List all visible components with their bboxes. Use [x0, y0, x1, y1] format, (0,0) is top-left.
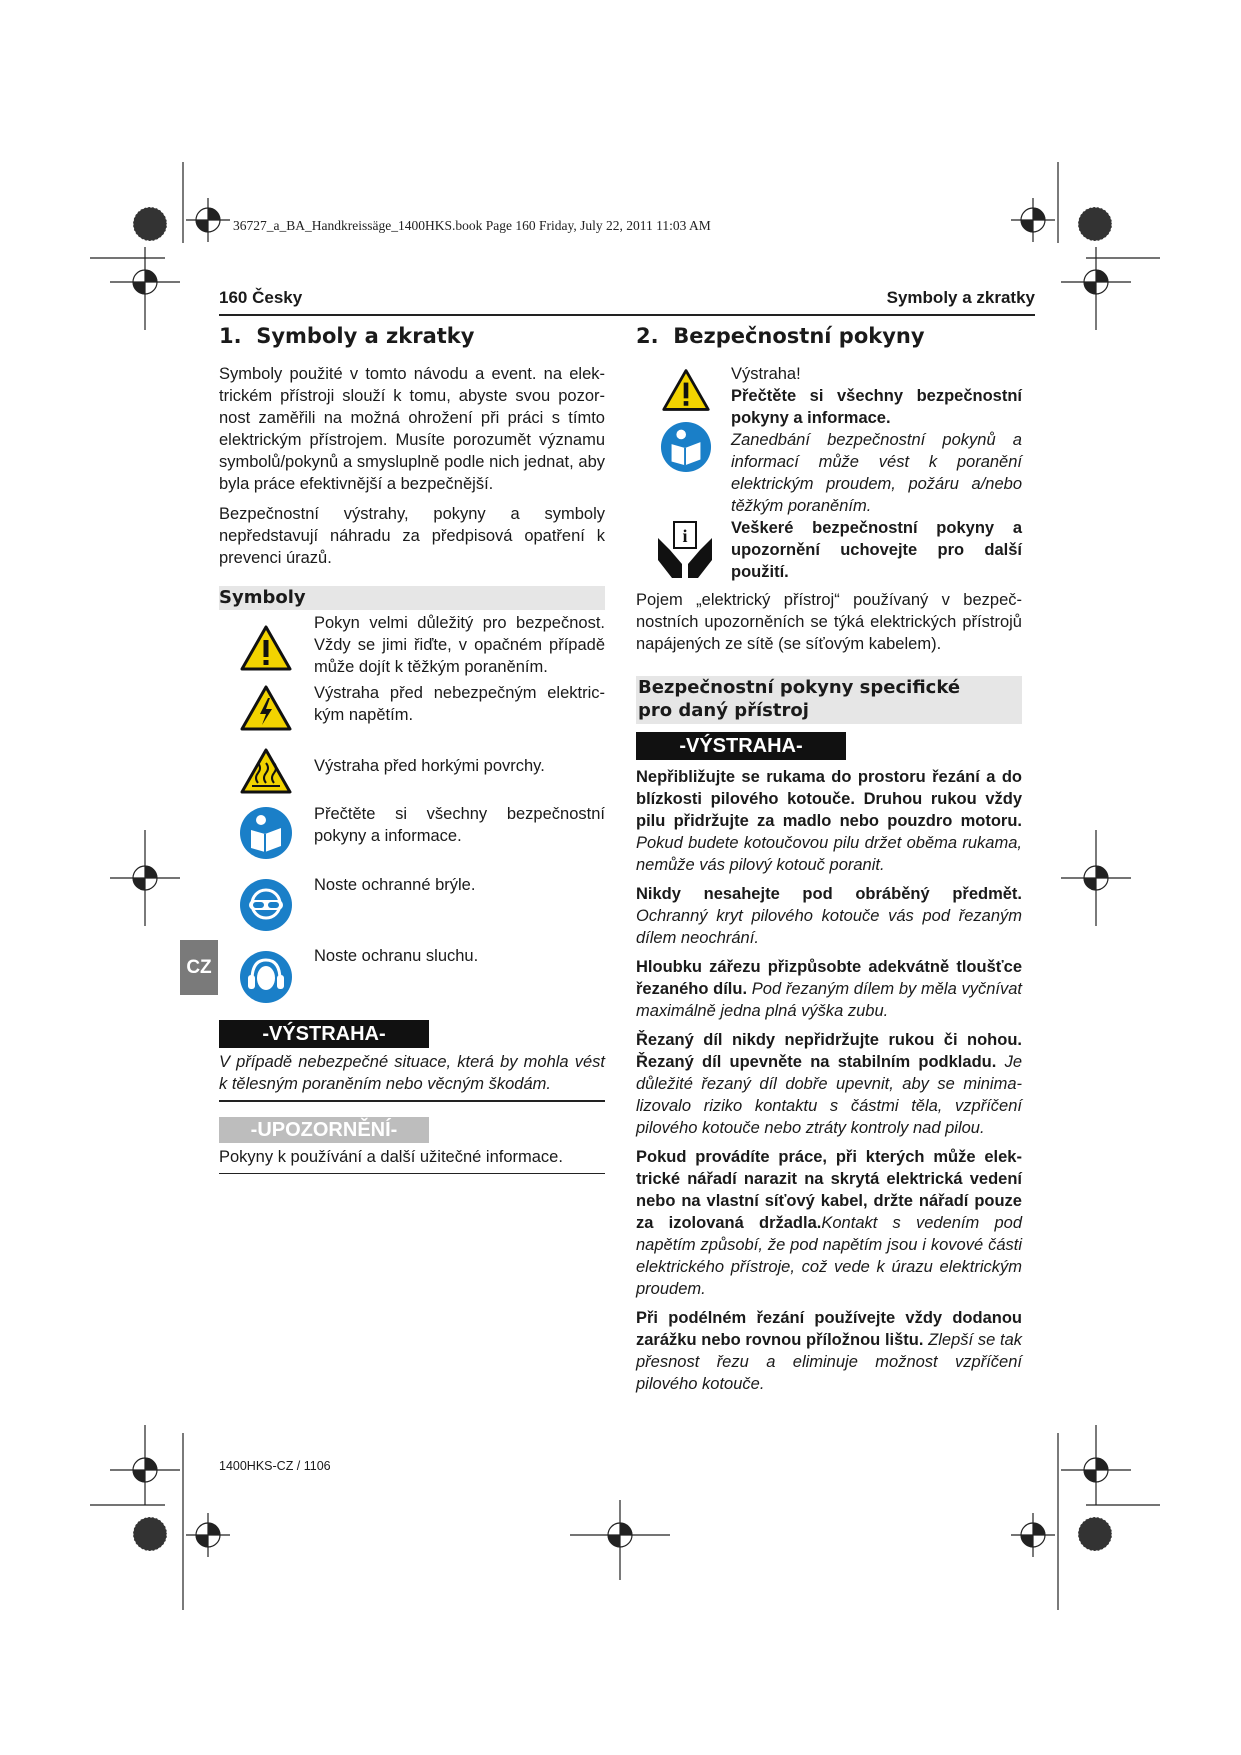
- left-column: [219, 325, 605, 1174]
- warn-title: Výstraha!: [731, 365, 801, 383]
- read-manual-icon: [239, 806, 293, 860]
- note-text: Pokyny k používání a další užitečné informace.: [219, 1147, 563, 1166]
- right-column: [636, 325, 1022, 1402]
- header-left: 160 Česky: [219, 288, 303, 307]
- warning-label: -VÝSTRAHA-: [219, 1020, 429, 1048]
- warn-bold: Přečtěte si všechny bezpečnostní pokyny a informace.: [731, 387, 1022, 427]
- symbols-list: [219, 610, 605, 1020]
- warning-triangle-icon: [239, 624, 293, 672]
- read-manual-icon: [660, 421, 712, 473]
- warn-italic: Zanedbání bezpečnostní pokynů a informací může vést k poranění elektrickým proudem, požáru a/nebo těžkým poraněním.: [731, 431, 1022, 515]
- warning-text: V případě nebezpečné situace, která by mohla vést k tělesným poraněním nebo věcným škodám.: [219, 1053, 605, 1093]
- list-item: Při podélném řezání používejte vždy dodanou zarážku nebo rovnou příložnou lištu. Zlepší se tak přesnost řezu a eliminuje možnost vzpříčení pilového kotouče.: [636, 1309, 1022, 1393]
- term-text: Pojem „elektrický přístroj“ používaný v bezpečnostních upozorněních se týká elektrických přístrojů napájených ze sítě (se síťovým kabelem).: [636, 591, 1022, 653]
- svg-text:i: i: [682, 526, 688, 546]
- symbol-text: Výstraha před horkými povrchy.: [314, 757, 545, 775]
- symbol-text: Výstraha před nebezpečným elektrickým napětím.: [314, 684, 605, 724]
- electric-hazard-icon: [239, 684, 293, 732]
- warning-rule: [219, 1100, 605, 1102]
- keep-instructions-icon: [654, 520, 716, 582]
- print-info: 36727_a_BA_Handkreissäge_1400HKS.book Page 160 Friday, July 22, 2011 11:03 AM: [233, 218, 711, 233]
- list-item: Nepřibližujte se rukama do prostoru řezání a do blízkosti pilového kotouče. Druhou rukou vždy pilu přidržujte za madlo nebo pouzdro motoru. Pokud budete kotoučovou pilu držet oběma rukama, nemůže vás pilový kotouč poranit.: [636, 768, 1022, 874]
- list-item: Nikdy nesahejte pod obráběný předmět. Ochranný kryt pilového kotouče vás pod řezaným dílem neochrání.: [636, 885, 1022, 947]
- specific-items: [636, 766, 1022, 1395]
- safety-goggles-icon: [239, 878, 293, 932]
- specific-heading: [636, 676, 1022, 724]
- ear-protection-icon: [239, 950, 293, 1004]
- symbol-text: Noste ochranu sluchu.: [314, 947, 479, 965]
- section1-title: Symboly a zkratky: [256, 324, 475, 348]
- header-right: Symboly a zkratky: [886, 288, 1035, 307]
- keep-instructions: Veškeré bezpečnostní pokyny a upozornění uchovejte pro další použití.: [731, 519, 1022, 581]
- section1-intro-1: Symboly použité v tomto návodu a event. na elektrickém přístroji slouží k tomu, abyste svou pozornost zaměřili na možná ohrožení při práci s tímto elektrickým přístrojem. Musíte porozumět významu symbolů/pokynů a smysluplně podle nich jednat, aby byla práce efektivnější a bezpečnější.: [219, 365, 605, 493]
- list-item: Pokud provádíte práce, při kterých může elektrické nářadí narazit na skrytá elektrická vedení nebo na vlastní síťový kabel, držte nářadí pouze za izolovaná držadla.Kontakt s vedením pod napětím způsobí, že pod napětím jsou i kovové části elektrického přístroje, což vede k úrazu elektrickým proudem.: [636, 1148, 1022, 1298]
- section1-heading: [219, 325, 605, 347]
- note-label: -UPOZORNĚNÍ-: [219, 1117, 429, 1143]
- symbol-text: Přečtěte si všechny bezpečnostní pokyny a informace.: [314, 805, 605, 845]
- hot-surface-icon: [239, 747, 293, 795]
- note-rule: [219, 1173, 605, 1175]
- symbol-text: Noste ochranné brýle.: [314, 876, 476, 894]
- specific-heading-line-2: pro daný přístroj: [638, 700, 809, 721]
- general-warning-text: [731, 363, 1022, 583]
- section1-intro-2: Bezpečnostní výstrahy, pokyny a symboly nepředstavují náhradu za předpisová opatření k prevenci úrazů.: [219, 505, 605, 567]
- list-item: Hloubku zářezu přizpůsobte adekvátně tloušťce řezaného dílu. Pod řezaným dílem by měla vyčnívat maximálně jedna plná výška zubu.: [636, 958, 1022, 1020]
- section2-heading: [636, 325, 1022, 347]
- header-rule: [219, 314, 1035, 316]
- section1-number: 1.: [219, 324, 242, 348]
- specific-heading-line-1: Bezpečnostní pokyny specifické: [638, 677, 961, 698]
- footer-code: 1400HKS-CZ / 1106: [219, 1459, 331, 1473]
- section2-number: 2.: [636, 324, 659, 348]
- symbols-heading: Symboly: [219, 586, 605, 610]
- symbol-text: Pokyn velmi důležitý pro bezpečnost. Vždy se jimi řiďte, v opačném případě může dojít k těžkým poraněním.: [314, 614, 605, 676]
- specific-warning-label: -VÝSTRAHA-: [636, 732, 846, 760]
- section2-title: Bezpečnostní pokyny: [673, 324, 925, 348]
- warning-triangle-icon: [661, 367, 711, 413]
- language-tab: CZ: [180, 940, 218, 995]
- list-item: Řezaný díl nikdy nepřidržujte rukou či nohou. Řezaný díl upevněte na stabilním podkladu. Je důležité řezaný díl dobře upevnit, aby se minimalizovalo riziko kontaktu s částmi těla, vzpříčení pilového kotouče nebo ztráty kontroly nad pilou.: [636, 1031, 1023, 1137]
- general-warning-block: [636, 363, 1022, 583]
